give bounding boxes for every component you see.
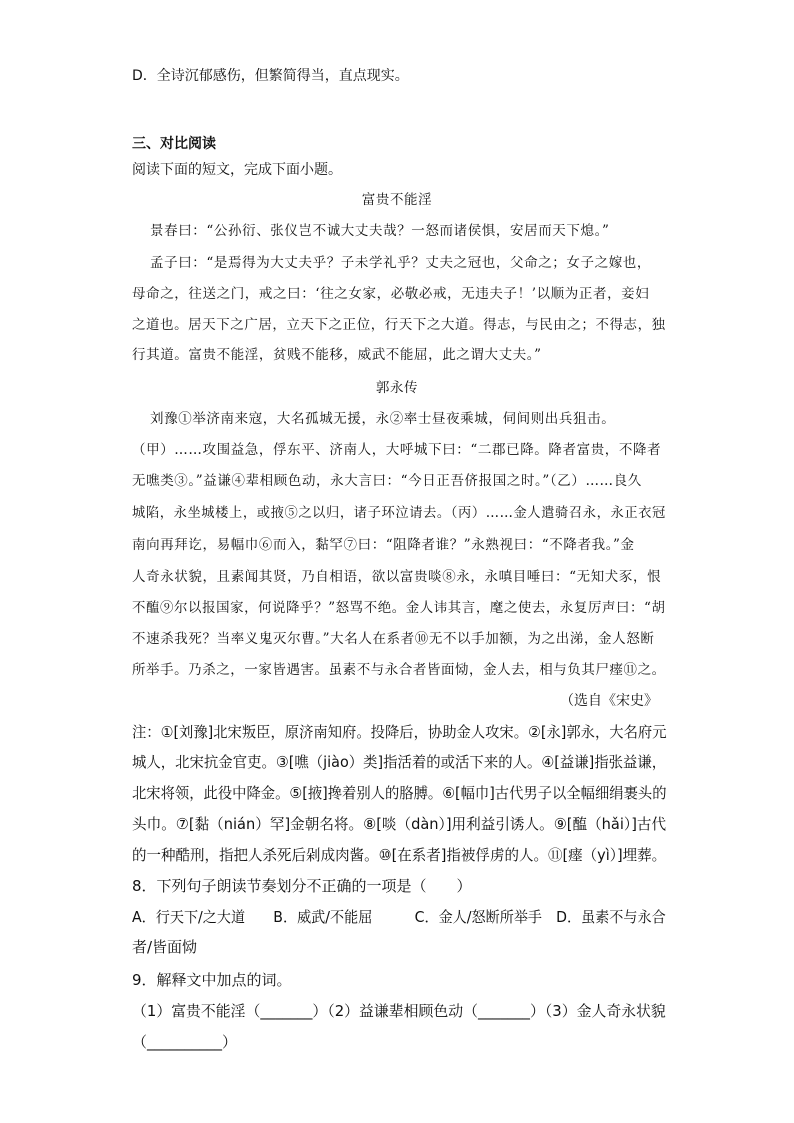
question-9-blank-3: （__________）	[132, 1033, 238, 1051]
passage2-line: 南向再拜讫，易幅巾⑥而入，黏罕⑦曰：“阻降者谁？”永熟视曰：“不降者我。”金	[132, 537, 635, 553]
passage2-line: 不醢⑨尔以报国家，何说降乎？”怒骂不绝。金人讳其言，麾之使去，永复厉声曰：“胡	[132, 600, 666, 616]
passage2-source: （选自《宋史》	[560, 693, 658, 709]
question-9-stem: 9．解释文中加点的词。	[132, 971, 292, 989]
passage2-line: 刘豫①举济南来寇，大名孤城无援，永②率士昼夜乘城，伺间则出兵狙击。	[150, 411, 616, 427]
note-line: 的一种酷刑，指把人杀死后剁成肉酱。⑩[在系者]指被俘虏的人。⑪[瘗（yì）]埋葬。	[132, 846, 667, 864]
question-8-stem: 8．下列句子朗读节奏划分不正确的一项是（ ）	[132, 877, 472, 895]
passage1-line: 孟子曰：“是焉得为大丈夫乎？子未学礼乎？丈夫之冠也，父命之；女子之嫁也，	[150, 255, 652, 271]
passage2-title: 郭永传	[375, 380, 419, 396]
passage1-title: 富贵不能淫	[361, 192, 433, 208]
passage2-line: （甲）……攻围益急，俘东平、济南人，大呼城下曰：“二郡已降。降者富贵，不降者	[132, 442, 662, 458]
note-line: 注：①[刘豫]北宋叛臣，原济南知府。投降后，协助金人攻宋。②[永]郭永，大名府元	[132, 723, 667, 741]
passage2-line: 无噍类③。”益谦④辈相顾色动，永大言曰：“今日正吾侪报国之时。”（乙）……良久	[132, 473, 642, 489]
note-line: 北宋将领，此役中降金。⑤[掖]搀着别人的胳膊。⑥[幅巾]古代男子以全幅细绢裹头的	[132, 784, 667, 802]
top-option-d: D．全诗沉郁感伤，但繁简得当，直点现实。	[132, 68, 409, 84]
note-line: 城人，北宋抗金官吏。③[噍（jiào）类]指活着的或活下来的人。④[益谦]指张益谦，	[132, 753, 667, 771]
passage2-line: 所举手。乃杀之，一家皆遇害。虽素不与永合者皆面恸，金人去，相与负其尸瘗⑪之。	[132, 662, 666, 678]
passage1-line: 母命之，往送之门，戒之曰：‘往之女家，必敬必戒，无违夫子！’以顺为正者，妾妇	[132, 286, 650, 302]
passage2-line: 城陷，永坐城楼上，或掖⑤之以归，诸子环泣请去。（丙）……金人遣骑召永，永正衣冠	[132, 505, 666, 521]
passage2-line: 人奇永状貌，且素闻其贤，乃自相语，欲以富贵啖⑧永，永嗔目唾曰：“无知犬豕，恨	[132, 569, 662, 585]
passage1-line: 景春曰：“公孙衍、张仪岂不诚大丈夫哉？一怒而诸侯惧，安居而天下熄。”	[150, 223, 610, 239]
question-8-options-cont: 者/皆面恸	[132, 938, 198, 956]
passage1-line: 之道也。居天下之广居，立天下之正位，行天下之大道。得志，与民由之；不得志，独	[132, 317, 666, 333]
instruction: 阅读下面的短文，完成下面小题。	[132, 162, 342, 178]
section-title: 三、对比阅读	[132, 136, 216, 152]
question-8-options: A．行天下/之大道 B．威武/不能屈 C．金人/怒断所举手 D．虽素不与永合	[132, 908, 666, 926]
passage1-line: 行其道。富贵不能淫，贫贱不能移，威武不能屈，此之谓大丈夫。”	[132, 347, 542, 363]
note-line: 头巾。⑦[黏（nián）罕]金朝名将。⑧[啖（dàn）]用利益引诱人。⑨[醢（hǎi）]古代	[132, 815, 667, 833]
passage2-line: 不速杀我死？当率义鬼灭尔曹。”大名人在系者⑩无不以手加额，为之出涕，金人怒断	[132, 631, 655, 647]
question-9-blanks: （1）富贵不能淫（_______）（2）益谦辈相顾色动（_______）（3）金人奇永状貌	[132, 1002, 666, 1020]
